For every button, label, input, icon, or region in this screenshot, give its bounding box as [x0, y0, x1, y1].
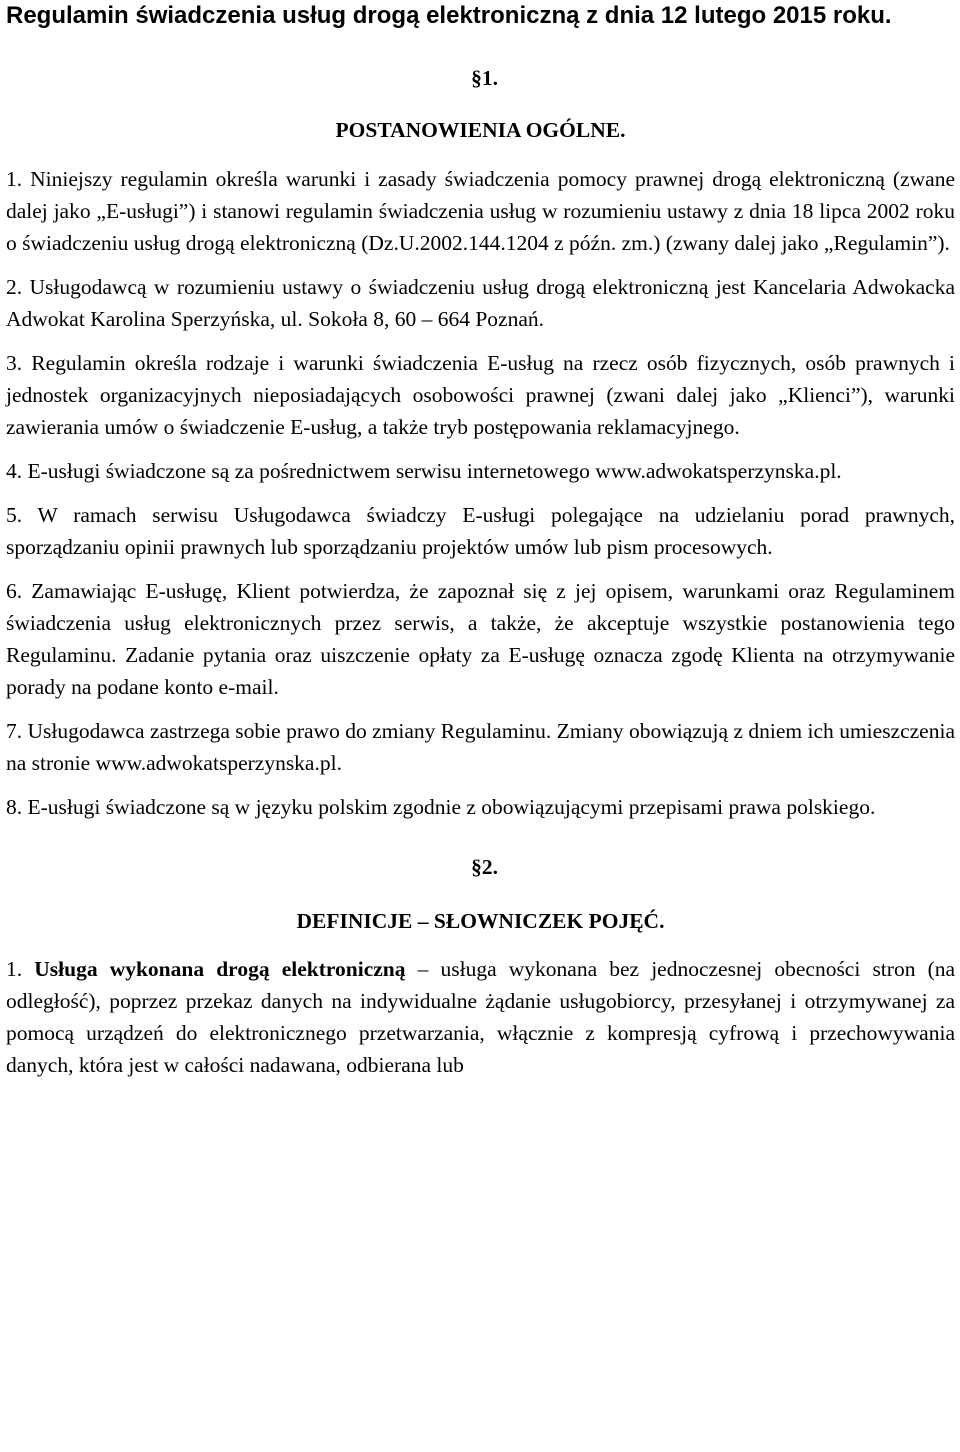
paragraph: 4. E-usługi świadczone są za pośrednictwem serwisu internetowego www.adwokatsperzynska.pl.	[6, 459, 842, 483]
definition-term: Usługa wykonana drogą elektroniczną	[34, 957, 406, 981]
definition-text: – usługa wykonana bez jednoczesnej obecności stron (na odległość), poprzez przekaz danych na indywidualne żądanie usługobiorcy, przesyłanej i otrzymywanej za pomocą urządzeń do elektronicznego przetwarzania, włącznie z kompresją cyfrową i przechowywania danych, która jest w całości nadawana, odbierana lub	[6, 957, 956, 1077]
section-number: §2.	[471, 855, 498, 879]
paragraph: 8. E-usługi świadczone są w języku polskim zgodnie z obowiązującymi przepisami prawa polskiego.	[6, 795, 876, 819]
paragraph: 5. W ramach serwisu Usługodawca świadczy E-usługi polegające na udzielaniu porad prawnych, sporządzaniu opinii prawnych lub sporządzaniu projektów umów lub pism procesowych.	[6, 503, 955, 559]
document-title: Regulamin świadczenia usług drogą elektroniczną z dnia 12 lutego 2015 roku.	[6, 2, 892, 29]
paragraph: 3. Regulamin określa rodzaje i warunki świadczenia E-usług na rzecz osób fizycznych, osób prawnych i jednostek organizacyjnych nieposiadających osobowości prawnej (zwani dalej jako „Klienci”), warunki zawierania umów o świadczenie E-usług, a także tryb postępowania reklamacyjnego.	[6, 351, 955, 439]
section-heading: DEFINICJE – SŁOWNICZEK POJĘĆ.	[296, 909, 665, 933]
paragraph: 1. Niniejszy regulamin określa warunki i zasady świadczenia pomocy prawnej drogą elektroniczną (zwane dalej jako „E-usługi”) i stanowi regulamin świadczenia usług w rozumieniu ustawy z dnia 18 lipca 2002 roku o świadczeniu usług drogą elektroniczną (Dz.U.2002.144.1204 z późn. zm.) (zwany dalej jako „Regulamin”).	[6, 167, 955, 255]
paragraph: 7. Usługodawca zastrzega sobie prawo do zmiany Regulaminu. Zmiany obowiązują z dniem ich umieszczenia na stronie www.adwokatsperzynska.pl.	[6, 719, 955, 775]
definition-item	[6, 953, 955, 1081]
paragraph: 6. Zamawiając E-usługę, Klient potwierdza, że zapoznał się z jej opisem, warunkami oraz Regulaminem świadczenia usług elektronicznych przez serwis, a także, że akceptuje wszystkie postanowienia tego Regulaminu. Zadanie pytania oraz uiszczenie opłaty za E-usługę oznacza zgodę Klienta na otrzymywanie porady na podane konto e-mail.	[6, 579, 955, 699]
definition-number: 1.	[6, 957, 23, 981]
section-heading: POSTANOWIENIA OGÓLNE.	[335, 118, 626, 142]
paragraph: 2. Usługodawcą w rozumieniu ustawy o świadczeniu usług drogą elektroniczną jest Kancelaria Adwokacka Adwokat Karolina Sperzyńska, ul. Sokoła 8, 60 – 664 Poznań.	[6, 275, 955, 331]
section-number: §1.	[471, 66, 498, 90]
